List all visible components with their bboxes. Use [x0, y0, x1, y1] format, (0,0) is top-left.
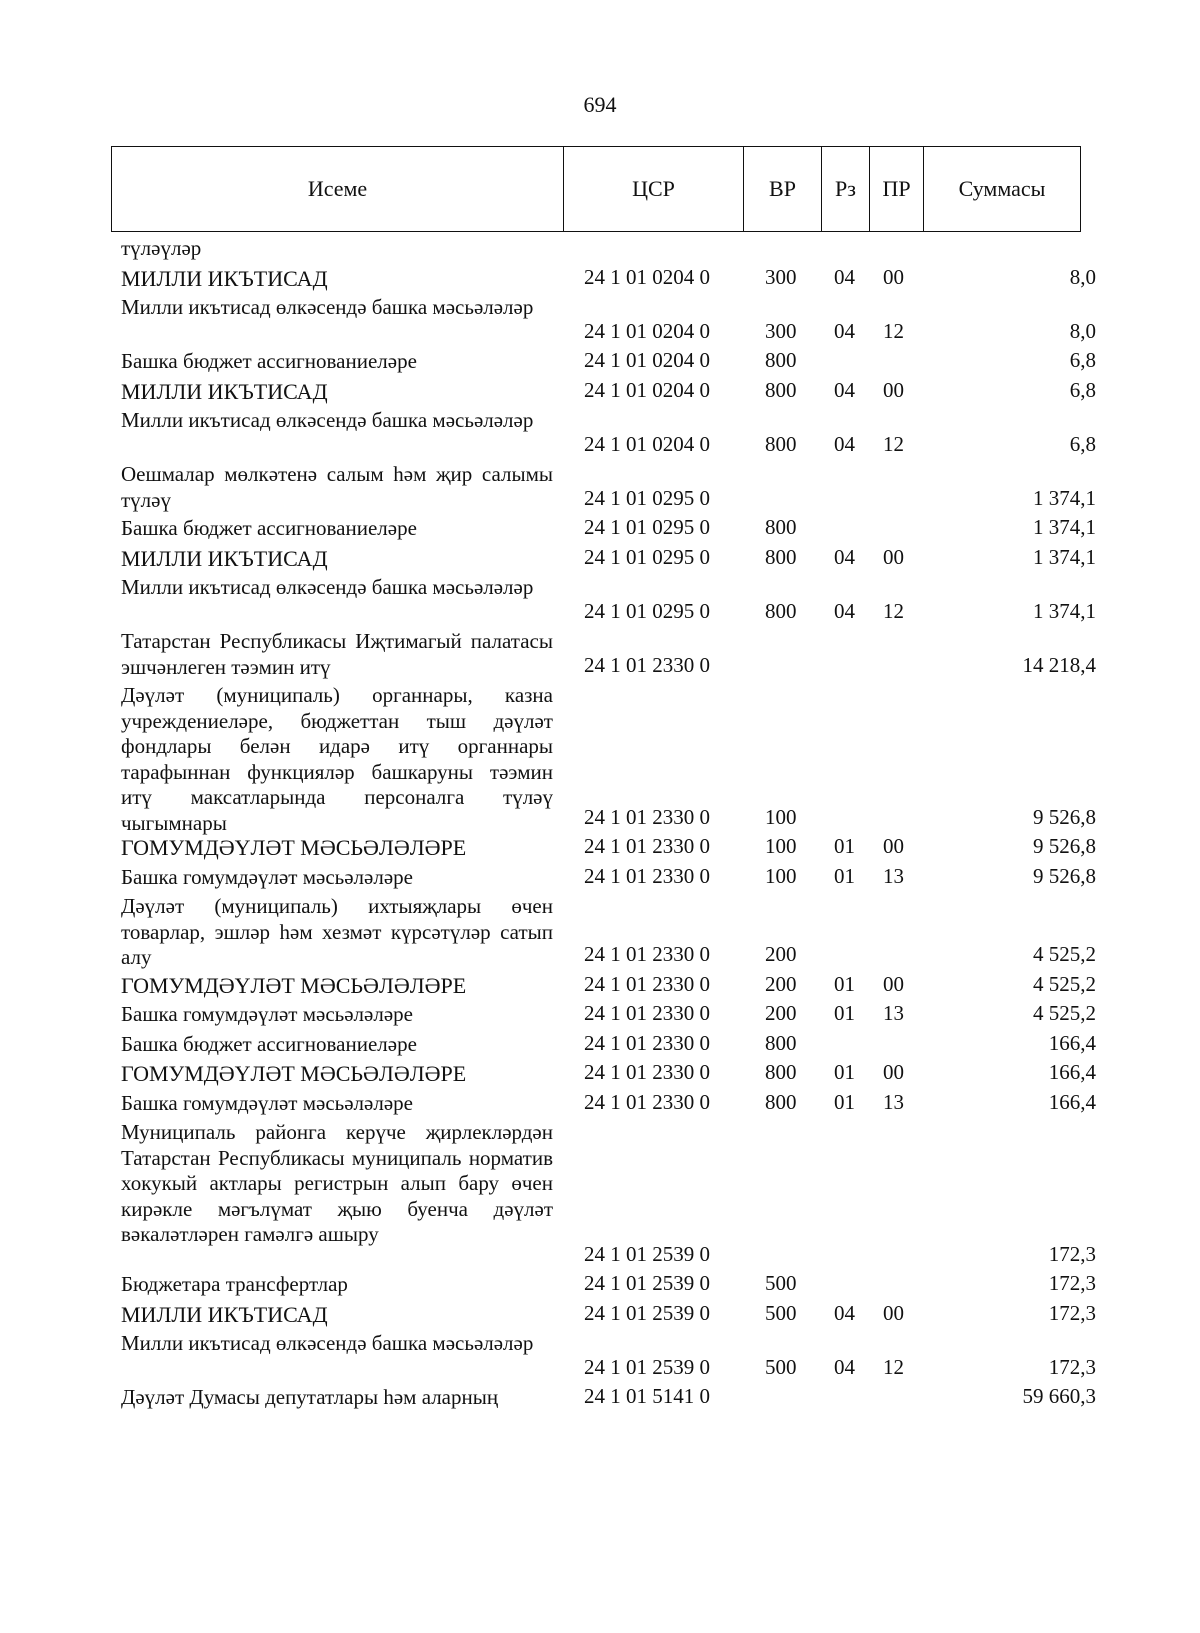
- row-name: ГОМУМДӘҮЛӘТ МӘСЬӘЛӘЛӘРЕ: [121, 1061, 467, 1086]
- table-row: [0, 1302, 1200, 1327]
- row-pr: 00: [883, 834, 904, 858]
- table-row: [0, 1061, 1200, 1086]
- table-row: [0, 1272, 1200, 1297]
- row-csr: 24 1 01 0295 0: [584, 544, 710, 569]
- row-name: МИЛЛИ ИКЪТИСАД: [121, 265, 328, 291]
- row-csr: 24 1 01 2330 0: [584, 1089, 710, 1114]
- table-row: [0, 349, 1200, 374]
- table-body: [0, 236, 1200, 1415]
- row-pr: 12: [883, 1354, 904, 1379]
- row-csr: 24 1 01 2539 0: [584, 1241, 710, 1266]
- row-sum: 172,3: [1048, 1354, 1096, 1379]
- row-csr: 24 1 01 2330 0: [584, 863, 710, 888]
- table-row: [0, 266, 1200, 291]
- row-name: Милли икътисад өлкәсендә башка мәсьәләләр: [121, 1331, 534, 1355]
- row-rz: 04: [834, 1300, 855, 1325]
- row-sum: 59 660,3: [1022, 1384, 1096, 1408]
- table-row: [0, 1091, 1200, 1116]
- row-sum: 6,8: [1069, 377, 1096, 402]
- row-vr: 800: [765, 1060, 797, 1084]
- row-csr: 24 1 01 2330 0: [584, 1060, 710, 1084]
- row-pr: 00: [883, 1060, 904, 1084]
- header-pr: ПР: [869, 147, 923, 231]
- table-row: [0, 1032, 1200, 1057]
- row-vr: 800: [765, 1089, 797, 1114]
- row-name: Башка гомумдәүләт мәсьәләләре: [121, 1002, 413, 1026]
- row-rz: 04: [834, 377, 855, 402]
- row-csr: 24 1 01 2539 0: [584, 1300, 710, 1325]
- row-pr: 00: [883, 377, 904, 402]
- row-name: МИЛЛИ ИКЪТИСАД: [121, 378, 328, 404]
- row-name: Бюджетара трансфертлар: [121, 1272, 348, 1296]
- table-row: [0, 462, 1200, 511]
- table-row: [0, 629, 1200, 678]
- row-sum: 9 526,8: [1033, 863, 1096, 888]
- row-vr: 800: [765, 598, 797, 623]
- row-csr: 24 1 01 2330 0: [584, 971, 710, 996]
- header-name: Исеме: [307, 176, 368, 201]
- row-csr: 24 1 01 0204 0: [584, 318, 710, 343]
- row-vr: 200: [765, 1001, 797, 1025]
- row-sum: 8,0: [1069, 318, 1096, 343]
- table-row: [0, 973, 1200, 998]
- row-name: Татарстан Республикасы Иҗтимагый палатасы эшчәнлеген тәэмин итү: [121, 629, 553, 679]
- row-csr: 24 1 01 2330 0: [584, 942, 710, 966]
- row-pr: 12: [883, 318, 904, 343]
- table-row: [0, 835, 1200, 860]
- table-row: [0, 575, 1200, 624]
- row-vr: 800: [765, 431, 797, 456]
- row-name: МИЛЛИ ИКЪТИСАД: [121, 545, 328, 571]
- row-pr: 12: [883, 431, 904, 456]
- table-header: [111, 146, 1081, 232]
- header-csr: ЦСР: [563, 147, 743, 231]
- row-csr: 24 1 01 0204 0: [584, 377, 710, 402]
- row-csr: 24 1 01 2330 0: [584, 834, 710, 858]
- page-number: 694: [583, 92, 617, 117]
- row-sum: 172,3: [1048, 1241, 1096, 1266]
- row-csr: 24 1 01 0204 0: [584, 264, 710, 289]
- row-pr: 13: [883, 1089, 904, 1114]
- table-row: [0, 1385, 1200, 1410]
- row-sum: 4 525,2: [1033, 942, 1096, 966]
- row-sum: 1 374,1: [1033, 515, 1096, 539]
- row-name: Милли икътисад өлкәсендә башка мәсьәләләр: [121, 575, 534, 599]
- row-pr: 00: [883, 264, 904, 289]
- table-row: [0, 683, 1200, 835]
- row-sum: 6,8: [1069, 348, 1096, 372]
- row-name: Башка гомумдәүләт мәсьәләләре: [121, 864, 413, 889]
- row-vr: 100: [765, 863, 797, 888]
- row-vr: 300: [765, 264, 797, 289]
- row-vr: 200: [765, 942, 797, 966]
- row-rz: 04: [834, 598, 855, 623]
- row-name: Муниципаль районга керүче җирлекләрдән Татарстан Республикасы муниципаль норматив хокукый актлары регистрын алып бару өчен кирәкле мәгълүмат җыю буенча дәүләт вәкаләтләрен гамәлгә ашыру: [121, 1120, 553, 1246]
- row-sum: 1 374,1: [1033, 598, 1096, 623]
- row-rz: 04: [834, 544, 855, 569]
- row-vr: 800: [765, 515, 797, 539]
- row-sum: 6,8: [1069, 431, 1096, 456]
- row-sum: 4 525,2: [1033, 971, 1096, 996]
- row-vr: 800: [765, 377, 797, 402]
- row-csr: 24 1 01 0204 0: [584, 348, 710, 372]
- row-name: Дәүләт (муниципаль) органнары, казна учреждениеләре, бюджеттан тыш дәүләт фондлары белән идарә итү органнары тарафыннан функцияләр башкаруны тәэмин итү максатларында персоналга түләү чыгымнары: [121, 683, 553, 835]
- table-row: [0, 1002, 1200, 1027]
- table-row: [0, 516, 1200, 541]
- row-name: Башка бюджет ассигнованиеләре: [121, 516, 417, 540]
- row-vr: 300: [765, 318, 797, 343]
- row-vr: 800: [765, 1030, 797, 1055]
- row-csr: 24 1 01 0295 0: [584, 515, 710, 539]
- row-name: түләүләр: [121, 236, 202, 260]
- row-name: Башка бюджет ассигнованиеләре: [121, 1031, 417, 1056]
- row-sum: 14 218,4: [1022, 652, 1096, 677]
- row-csr: 24 1 01 5141 0: [584, 1384, 710, 1408]
- row-name: Милли икътисад өлкәсендә башка мәсьәләләр: [121, 295, 534, 319]
- table-row: [0, 1120, 1200, 1267]
- row-csr: 24 1 01 2330 0: [584, 652, 710, 677]
- row-name: ГОМУМДӘҮЛӘТ МӘСЬӘЛӘЛӘРЕ: [121, 972, 467, 998]
- row-csr: 24 1 01 0204 0: [584, 431, 710, 456]
- row-pr: 12: [883, 598, 904, 623]
- row-name: Башка бюджет ассигнованиеләре: [121, 349, 417, 373]
- row-name: МИЛЛИ ИКЪТИСАД: [121, 1301, 328, 1327]
- row-vr: 100: [765, 804, 797, 829]
- row-sum: 166,4: [1048, 1060, 1096, 1084]
- row-name: Дәүләт (муниципаль) ихтыяҗлары өчен товарлар, эшләр һәм хезмәт күрсәтүләр сатып алу: [121, 894, 553, 969]
- table-row: [0, 379, 1200, 404]
- row-name: Башка гомумдәүләт мәсьәләләре: [121, 1090, 413, 1115]
- table-row: [0, 236, 1200, 261]
- table-row: [0, 1331, 1200, 1380]
- row-vr: 500: [765, 1354, 797, 1379]
- row-sum: 9 526,8: [1033, 804, 1096, 829]
- row-rz: 04: [834, 318, 855, 343]
- row-vr: 200: [765, 971, 797, 996]
- table-row: [0, 295, 1200, 344]
- row-sum: 166,4: [1048, 1030, 1096, 1055]
- row-vr: 500: [765, 1271, 797, 1295]
- row-sum: 172,3: [1048, 1271, 1096, 1295]
- table-row: [0, 546, 1200, 571]
- row-rz: 01: [834, 834, 855, 858]
- header-vr: ВР: [743, 147, 821, 231]
- row-pr: 13: [883, 863, 904, 888]
- table-row: [0, 894, 1200, 968]
- row-pr: 13: [883, 1001, 904, 1025]
- row-csr: 24 1 01 2539 0: [584, 1271, 710, 1295]
- row-sum: 4 525,2: [1033, 1001, 1096, 1025]
- row-csr: 24 1 01 2330 0: [584, 804, 710, 829]
- row-vr: 800: [765, 544, 797, 569]
- row-sum: 9 526,8: [1033, 834, 1096, 858]
- row-sum: 1 374,1: [1033, 485, 1096, 510]
- row-name: Оешмалар мөлкәтенә салым һәм җир салымы түләү: [121, 462, 553, 512]
- row-vr: 100: [765, 834, 797, 858]
- row-rz: 01: [834, 1089, 855, 1114]
- row-rz: 04: [834, 1354, 855, 1379]
- row-name: ГОМУМДӘҮЛӘТ МӘСЬӘЛӘЛӘРЕ: [121, 835, 467, 860]
- row-sum: 8,0: [1069, 264, 1096, 289]
- row-name: Милли икътисад өлкәсендә башка мәсьәләләр: [121, 408, 534, 432]
- row-rz: 01: [834, 1060, 855, 1084]
- row-sum: 166,4: [1048, 1089, 1096, 1114]
- row-rz: 01: [834, 863, 855, 888]
- row-rz: 01: [834, 1001, 855, 1025]
- row-sum: 172,3: [1048, 1300, 1096, 1325]
- row-rz: 01: [834, 971, 855, 996]
- row-rz: 04: [834, 264, 855, 289]
- table-row: [0, 865, 1200, 890]
- row-vr: 800: [765, 348, 797, 372]
- header-sum: Суммасы: [923, 147, 1080, 231]
- row-csr: 24 1 01 0295 0: [584, 485, 710, 510]
- row-name: Дәүләт Думасы депутатлары һәм аларның: [121, 1385, 499, 1409]
- row-csr: 24 1 01 2330 0: [584, 1001, 710, 1025]
- row-pr: 00: [883, 1300, 904, 1325]
- row-pr: 00: [883, 544, 904, 569]
- row-rz: 04: [834, 431, 855, 456]
- row-csr: 24 1 01 2539 0: [584, 1354, 710, 1379]
- row-csr: 24 1 01 2330 0: [584, 1030, 710, 1055]
- row-csr: 24 1 01 0295 0: [584, 598, 710, 623]
- row-sum: 1 374,1: [1033, 544, 1096, 569]
- table-row: [0, 408, 1200, 457]
- row-pr: 00: [883, 971, 904, 996]
- row-vr: 500: [765, 1300, 797, 1325]
- header-rz: Рз: [821, 147, 869, 231]
